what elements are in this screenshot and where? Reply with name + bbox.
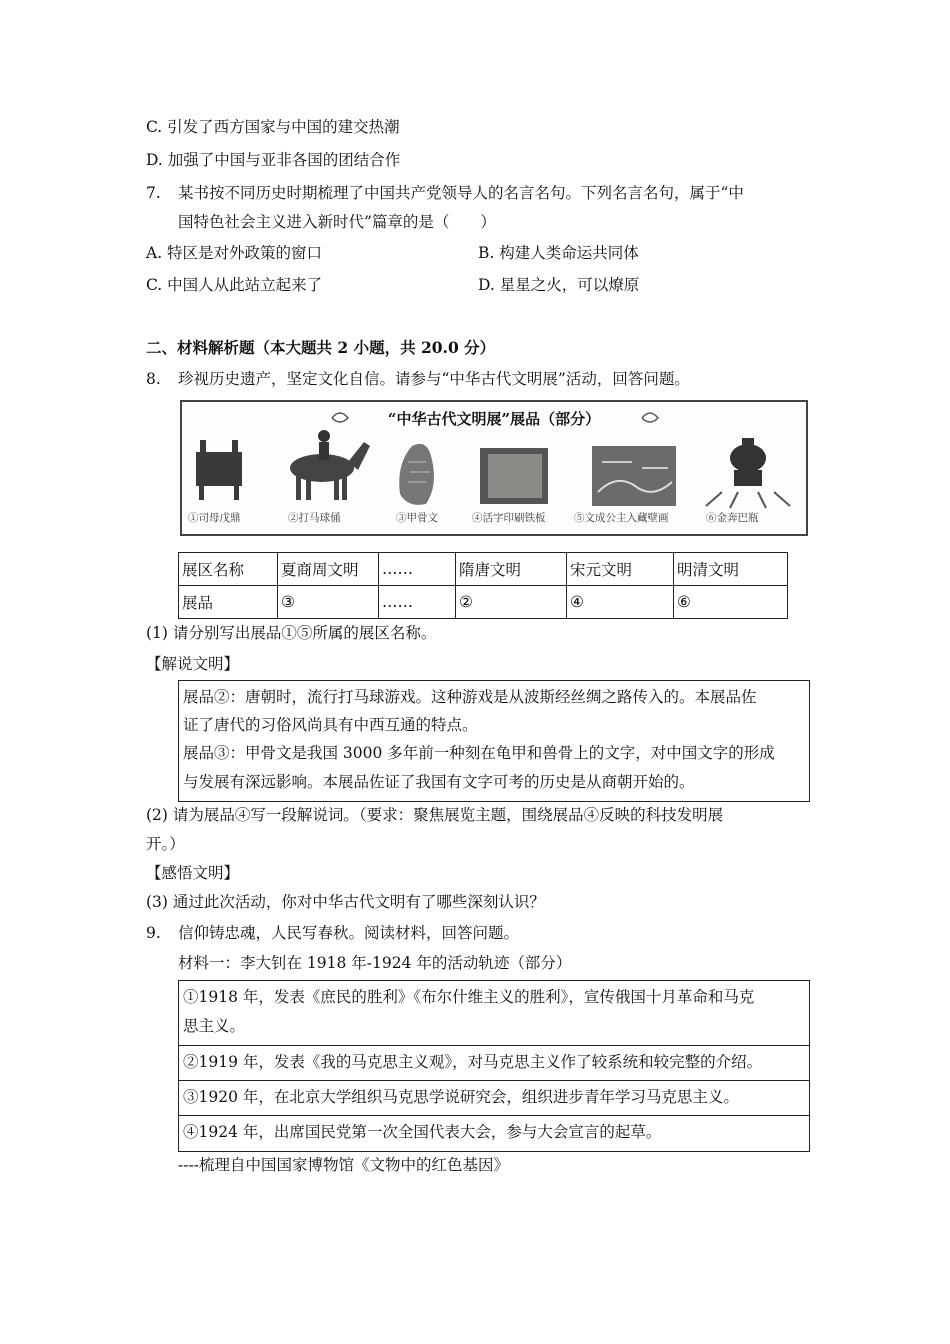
material-table [178, 980, 810, 1152]
option-d-q6[interactable]: D. 加强了中国与亚非各国的团结合作 [146, 151, 401, 169]
material-row: ①1918 年，发表《庶民的胜利》《布尔什维主义的胜利》，宣传俄国十月革命和马克 [183, 988, 755, 1006]
table-cell: 宋元文明 [567, 553, 674, 586]
caption-3: ③甲骨文 [396, 512, 438, 524]
source-citation: ----梳理自中国国家博物馆《文物中的红色基因》 [178, 1156, 509, 1174]
section-tag: 【感悟文明】 [146, 864, 240, 882]
sub-question-2: (2) 请为展品④写一段解说词。（要求：聚焦展览主题，围绕展品④反映的科技发明展 [146, 806, 724, 824]
material-row: ②1919 年，发表《我的马克思主义观》，对马克思主义作了较系统和较完整的介绍。 [183, 1053, 763, 1071]
sub-question-1: (1) 请分别写出展品①⑤所属的展区名称。 [146, 624, 437, 642]
sub-question-2-cont: 开。） [146, 835, 185, 853]
oracle-bone-icon [399, 444, 434, 505]
table-cell: 隋唐文明 [456, 553, 567, 586]
table-row [179, 586, 788, 619]
caption-4: ④活字印刷铁板 [472, 512, 546, 524]
option-c-q6[interactable]: C. 引发了西方国家与中国的建交热潮 [146, 118, 400, 136]
table-cell: 展区名称 [179, 553, 278, 586]
explanation-box [178, 680, 810, 802]
explanation-line: 证了唐代的习俗风尚具有中西互通的特点。 [183, 716, 478, 734]
material-heading: 材料一：李大钊在 1918 年-1924 年的活动轨迹（部分） [178, 954, 572, 972]
question-text: 国特色社会主义进入新时代”篇章的是（ ） [178, 213, 496, 231]
caption-2: ②打马球俑 [288, 512, 341, 524]
table-cell: ⑥ [674, 586, 788, 619]
horse-rider-icon [290, 430, 370, 500]
ding-vessel-icon [196, 440, 242, 500]
question-text: 珍视历史遗产，坚定文化自信。请参与“中华古代文明展”活动，回答问题。 [178, 370, 690, 388]
explanation-line: 展品②：唐朝时，流行打马球游戏。这种游戏是从波斯经丝绸之路传入的。本展品佐 [183, 688, 757, 706]
question-text: 某书按不同历史时期梳理了中国共产党领导人的名言名句。下列名言名句，属于“中 [178, 184, 744, 202]
option-b-q7[interactable]: B. 构建人类命运共同体 [478, 244, 639, 262]
section-tag: 【解说文明】 [146, 655, 240, 673]
row-divider [179, 1115, 809, 1116]
table-cell: 展品 [179, 586, 278, 619]
mural-icon [592, 446, 676, 506]
exhibit-figure [180, 400, 808, 536]
table-cell: ② [456, 586, 567, 619]
exhibit-zone-table [178, 552, 788, 619]
row-divider [179, 1080, 809, 1081]
golden-urn-icon [706, 438, 790, 508]
explanation-line: 与发展有深远影响。本展品佐证了我国有文字可考的历史是从商朝开始的。 [183, 773, 695, 791]
question-number: 7. [146, 184, 161, 202]
caption-5: ⑤文成公主入藏壁画 [574, 512, 669, 524]
table-cell: …… [379, 553, 456, 586]
explanation-line: 展品③：甲骨文是我国 3000 多年前一种刻在龟甲和兽骨上的文字，对中国文字的形成 [183, 744, 775, 762]
question-text: 信仰铸忠魂，人民写春秋。阅读材料，回答问题。 [178, 924, 520, 942]
question-number: 8. [146, 370, 161, 388]
sub-question-3: (3) 通过此次活动，你对中华古代文明有了哪些深刻认识？ [146, 893, 545, 911]
exhibit-title: “中华古代文明展”展品（部分） [387, 410, 601, 428]
table-cell: 明清文明 [674, 553, 788, 586]
table-cell: ③ [278, 586, 379, 619]
question-number: 9. [146, 924, 161, 942]
table-cell: 夏商周文明 [278, 553, 379, 586]
row-divider [179, 1045, 809, 1046]
table-cell: …… [379, 586, 456, 619]
material-row: 思主义。 [183, 1017, 246, 1035]
material-row: ③1920 年，在北京大学组织马克思学说研究会，组织进步青年学习马克思主义。 [183, 1088, 739, 1106]
option-d-q7[interactable]: D. 星星之火，可以燎原 [478, 276, 640, 294]
caption-6: ⑥金奔巴瓶 [706, 512, 759, 524]
option-a-q7[interactable]: A. 特区是对外政策的窗口 [146, 244, 323, 262]
type-plate-icon [480, 448, 548, 504]
table-row [179, 553, 788, 586]
option-c-q7[interactable]: C. 中国人从此站立起来了 [146, 276, 323, 294]
section-heading: 二、材料解析题（本大题共 2 小题，共 20.0 分） [146, 338, 496, 357]
material-row: ④1924 年，出席国民党第一次全国代表大会，参与大会宣言的起草。 [183, 1123, 662, 1141]
table-cell: ④ [567, 586, 674, 619]
caption-1: ①司母戊鼎 [188, 512, 241, 524]
